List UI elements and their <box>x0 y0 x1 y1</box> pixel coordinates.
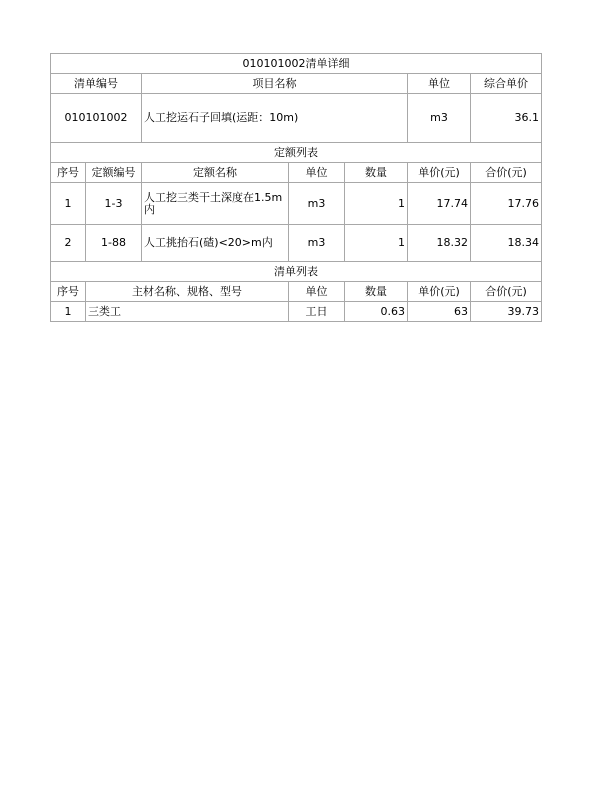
table-row <box>51 302 542 322</box>
quota-unit-price: 17.74 <box>408 183 471 225</box>
unit-header: 单位 <box>408 74 471 94</box>
price-header: 综合单价 <box>471 74 542 94</box>
materials-col-total: 合价(元) <box>471 282 542 302</box>
quota-col-no: 序号 <box>51 163 86 183</box>
materials-section-row <box>51 262 542 282</box>
quota-qty: 1 <box>345 225 408 262</box>
materials-col-qty: 数量 <box>345 282 408 302</box>
name-header: 项目名称 <box>142 74 408 94</box>
quota-no: 2 <box>51 225 86 262</box>
quota-total: 18.34 <box>471 225 542 262</box>
item-unit: m3 <box>408 94 471 143</box>
material-unit-price: 63 <box>408 302 471 322</box>
materials-col-unit: 单位 <box>289 282 345 302</box>
item-row <box>51 94 542 143</box>
code-header: 清单编号 <box>51 74 142 94</box>
quota-unit: m3 <box>289 183 345 225</box>
quota-header-row <box>51 163 542 183</box>
title-row <box>51 54 542 74</box>
materials-col-unit-price: 单价(元) <box>408 282 471 302</box>
bill-detail-table <box>50 53 542 322</box>
quota-col-total: 合价(元) <box>471 163 542 183</box>
item-code: 010101002 <box>51 94 142 143</box>
quota-total: 17.76 <box>471 183 542 225</box>
material-unit: 工日 <box>289 302 345 322</box>
materials-col-no: 序号 <box>51 282 86 302</box>
quota-name: 人工挖三类干土深度在1.5m内 <box>142 183 289 225</box>
quota-no: 1 <box>51 183 86 225</box>
material-name: 三类工 <box>86 302 289 322</box>
quota-col-qty: 数量 <box>345 163 408 183</box>
quota-section-row <box>51 143 542 163</box>
quota-col-name: 定额名称 <box>142 163 289 183</box>
materials-header-row <box>51 282 542 302</box>
quota-code: 1-88 <box>86 225 142 262</box>
material-total: 39.73 <box>471 302 542 322</box>
materials-col-name: 主材名称、规格、型号 <box>86 282 289 302</box>
quota-code: 1-3 <box>86 183 142 225</box>
sheet-title: 010101002清单详细 <box>51 54 542 74</box>
quota-col-unit-price: 单价(元) <box>408 163 471 183</box>
material-no: 1 <box>51 302 86 322</box>
quota-qty: 1 <box>345 183 408 225</box>
materials-section-title: 清单列表 <box>51 262 542 282</box>
quota-unit-price: 18.32 <box>408 225 471 262</box>
quota-col-unit: 单位 <box>289 163 345 183</box>
header-row <box>51 74 542 94</box>
quota-unit: m3 <box>289 225 345 262</box>
quota-section-title: 定额列表 <box>51 143 542 163</box>
table-row <box>51 183 542 225</box>
item-price: 36.1 <box>471 94 542 143</box>
item-name: 人工挖运石子回填(运距：10m) <box>142 94 408 143</box>
material-qty: 0.63 <box>345 302 408 322</box>
quota-name: 人工挑抬石(碴)<20>m内 <box>142 225 289 262</box>
quota-col-code: 定额编号 <box>86 163 142 183</box>
table-row <box>51 225 542 262</box>
